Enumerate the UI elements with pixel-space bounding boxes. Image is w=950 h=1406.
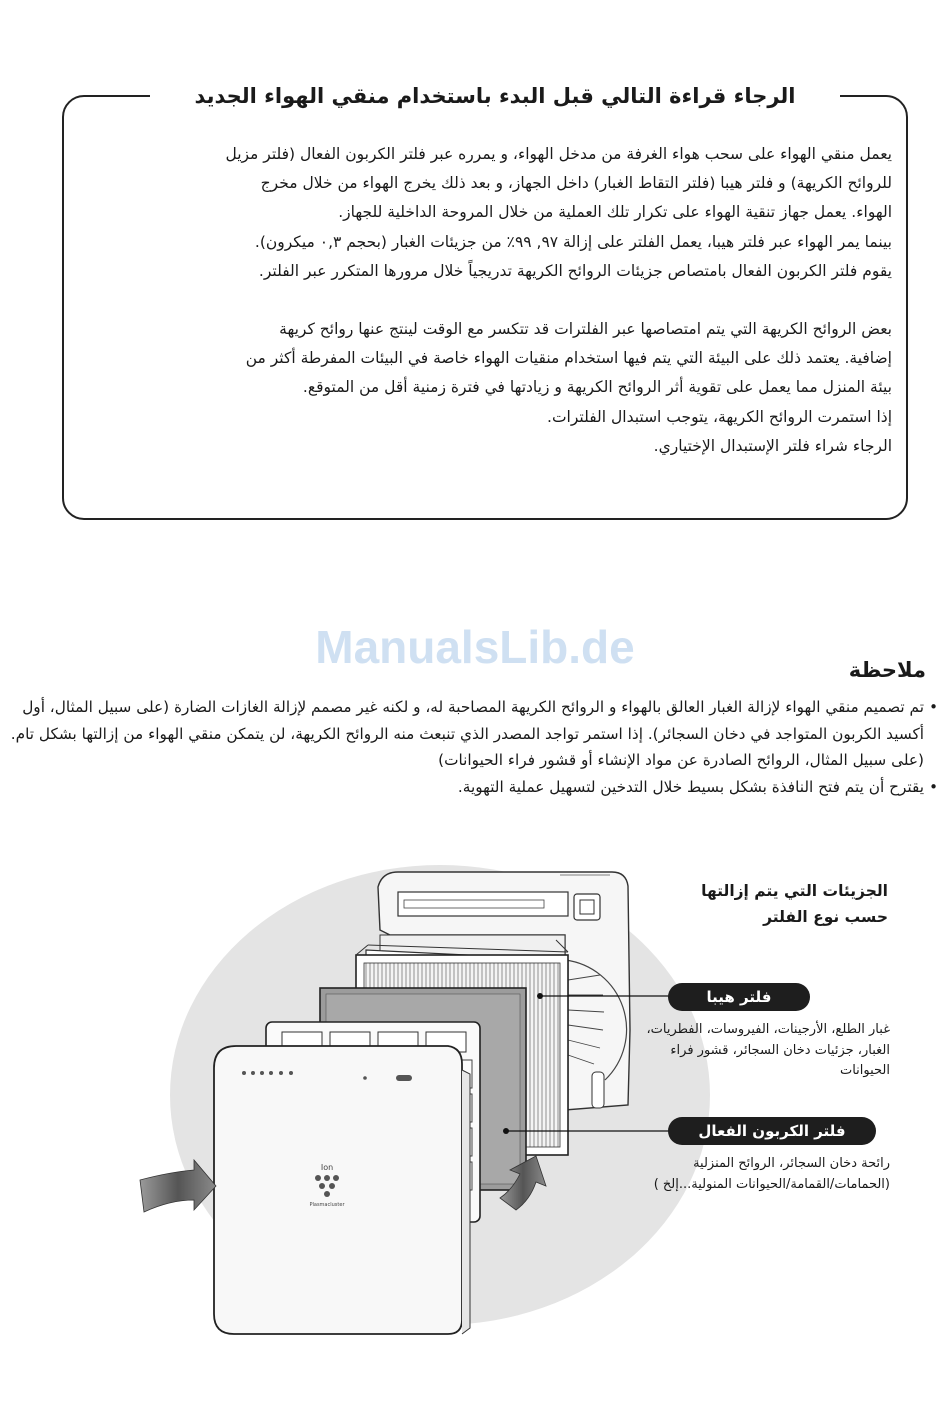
instructions-line: يعمل منقي الهواء على سحب هواء الغرفة من مدخل الهواء، و يمرره عبر فلتر الكربون الفعال (فلتر مزيل [225,145,892,163]
instructions-line: بينما يمر الهواء عبر فلتر هيبا، يعمل الفلتر على إزالة ٩٧, ٩٩٪ من جزيئات الغبار (بحجم ٠,٣ ميكرون). [254,232,892,251]
diagram-heading-line: حسب نوع الفلتر [763,908,888,926]
diagram-heading-line: الجزيئات التي يتم إزالتها [701,882,888,900]
instructions-line: الرجاء شراء فلتر الإستبدال الإختياري. [653,436,892,455]
instructions-body [92,140,892,461]
carbon-filter-description: رائحة دخان السجائر، الروائح المنزلية (الحمامات/القمامة/الحيوانات المنولية...إلخ ) [653,1156,890,1192]
watermark: ManualsLib.de [315,621,635,673]
note-item: • تم تصميم منقي الهواء لإزالة الغبار العالق بالهواء و الروائح الكريهة المصاحبة له، و لكنه غير مصمم لإزالة الغازات الضارة (على سبيل المثال، أول أكسيد الكربون المتواجد في دخان السجائر). إذا استمر تواجد المصدر الذي تنبعث منه الروائح الكريهة، لن يتمكن منقي الهواء من إزالتها بشكل تام. (على سبيل المثال، الروائح الصادرة عن مواد الإنشاء أو قشور فراء الحيوانات) [0,694,938,774]
carbon-filter-label: فلتر الكربون الفعال [668,1117,876,1145]
hepa-filter-label: فلتر هيبا [668,983,810,1011]
instructions-line: إذا استمرت الروائح الكريهة، يتوجب استبدال الفلترات. [547,407,892,426]
diagram-heading [668,878,888,930]
instructions-line: يقوم فلتر الكربون الفعال بامتصاص جزيئات الروائح الكريهة تدريجياً خلال مرورها المتكرر عبر الفلتر. [258,261,892,280]
hepa-filter-description: غبار الطلع، الأرجينات، الفيروسات، الفطريات، الغبار، جزئيات دخان السجائر، قشور فراء الحيوانات [646,1022,890,1078]
instructions-line: بيئة المنزل مما يعمل على تقوية أثر الروائح الكريهة و زيادتها في فترة زمنية أقل من المتوقع. [302,378,892,397]
instructions-line: للروائح الكريهة) و فلتر هيبا (فلتر التقاط الغبار) داخل الجهاز، و بعد ذلك يخرج الهواء من خلال مخرج [260,174,892,193]
note-title: ملاحظة [848,658,926,682]
instructions-line: بعض الروائح الكريهة التي يتم امتصاصها عبر الفلترات قد تتكسر مع الوقت لينتج عنها روائح كريهة [279,320,892,339]
note-list [0,694,938,800]
brand-text: Plasmacluster [309,1202,345,1208]
front-unit [214,1046,470,1334]
instructions-line: الهواء. يعمل جهاز تنقية الهواء على تكرار تلك العملية من خلال المروحة الداخلية للجهاز. [338,203,892,222]
logo-text: Ion [320,1163,334,1172]
instructions-title: الرجاء قراءة التالي قبل البدء باستخدام منقي الهواء الجديد [150,80,840,112]
note-item: • يقترح أن يتم فتح النافذة بشكل بسيط خلال التدخين لتسهيل عملية التهوية. [0,774,938,801]
paragraph-gap [92,286,892,315]
instructions-line: إضافية. يعتمد ذلك على البيئة التي يتم فيها استخدام منقيات الهواء خاصة في البيئات المفرطة أكثر من [245,349,892,368]
